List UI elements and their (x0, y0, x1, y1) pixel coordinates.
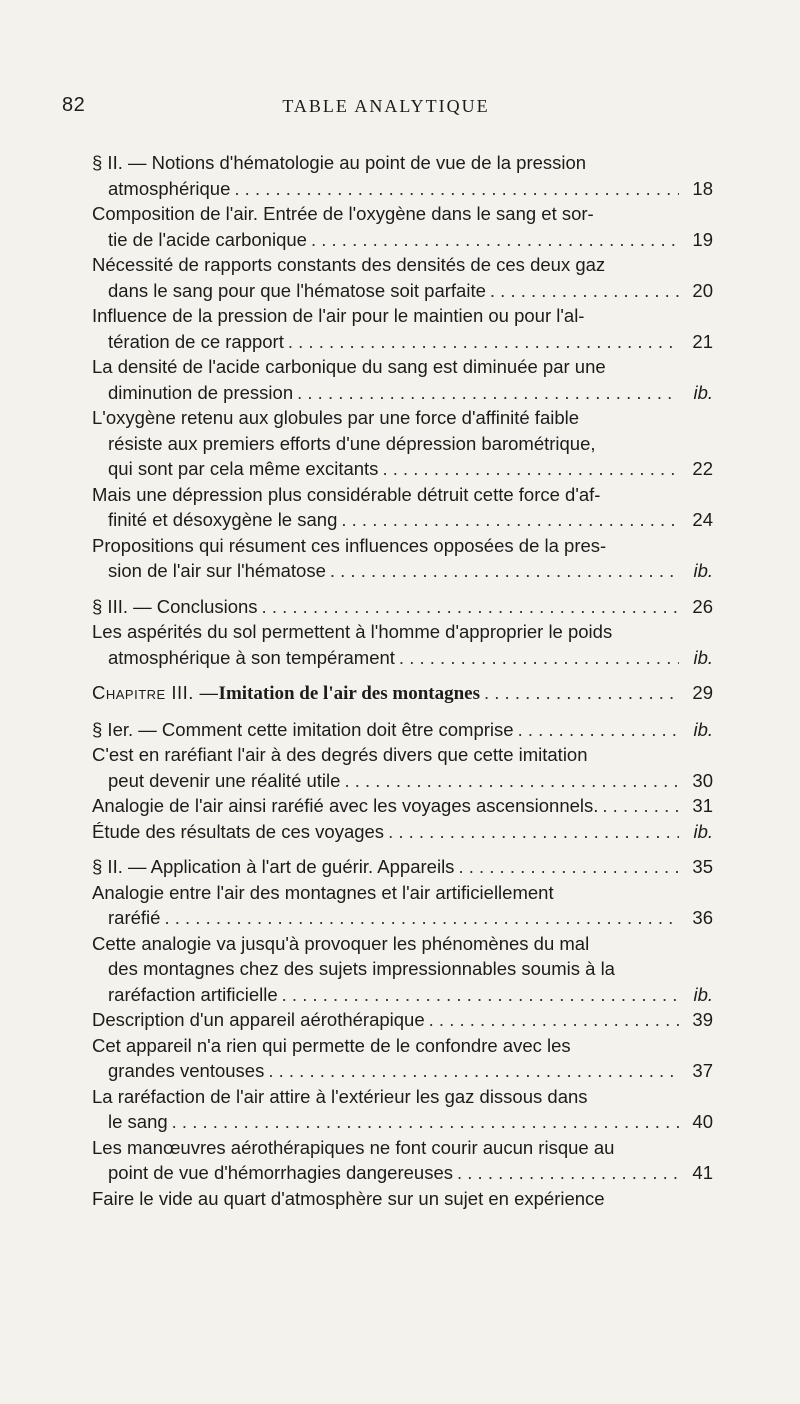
dot-leader (262, 594, 679, 620)
toc-entry (92, 354, 713, 405)
page-ref: 35 (692, 856, 713, 877)
page-ref: 26 (692, 595, 713, 617)
entry-leader-line (92, 278, 713, 304)
page-ref: ib. (693, 983, 713, 1005)
page-ref: 20 (692, 279, 713, 301)
page-ref: 21 (692, 330, 713, 352)
entry-last-line: diminution de pression (108, 381, 294, 403)
entry-last-line: § Ier. — Comment cette imitation doit être comprise (92, 718, 514, 740)
page-ref: 41 (692, 1162, 713, 1183)
toc-entry (92, 793, 713, 819)
toc-entry (92, 405, 713, 482)
entry-leader-line (92, 645, 713, 671)
toc-entry (92, 533, 713, 584)
entry-first-line: Composition de l'air. Entrée de l'oxygène dans le sang et sor- (92, 203, 594, 224)
entry-first-line: La densité de l'acide carbonique du sang est diminuée par une (92, 356, 606, 377)
page-ref: ib. (693, 718, 713, 740)
page-ref: ib. (693, 820, 713, 842)
toc-entry (92, 717, 713, 743)
dot-leader (490, 278, 679, 304)
dot-leader (297, 380, 679, 406)
page-ref: ib. (693, 560, 713, 581)
entry-first-line: Les aspérités du sol permettent à l'homme d'approprier le poids (92, 621, 613, 642)
entry-leader-line (92, 717, 713, 743)
entry-last-line: atmosphérique (108, 177, 231, 199)
entry-leader-line (92, 680, 713, 707)
entry-leader-line (92, 329, 713, 355)
entry-leader-line (92, 793, 713, 819)
page-ref: 39 (692, 1009, 713, 1030)
entry-last-line: point de vue d'hémorrhagies dangereuses (108, 1162, 453, 1183)
entry-leader-line (92, 594, 713, 620)
dot-leader (164, 905, 679, 931)
toc-entry (92, 680, 713, 707)
toc-entry (92, 1084, 713, 1135)
entry-leader-line (92, 380, 713, 406)
dot-leader (602, 793, 679, 819)
entry-last-line: peut devenir une réalité utile (108, 769, 341, 791)
dot-leader (282, 982, 679, 1008)
entry-middle-line: résiste aux premiers efforts d'une dépression barométrique, (108, 432, 596, 454)
toc-entry (92, 1007, 713, 1033)
toc-entry (92, 931, 713, 1008)
toc-entry (92, 201, 713, 252)
entry-last-line: raréfié (108, 907, 161, 928)
entry-leader-line (92, 819, 713, 845)
entry-first-line: Propositions qui résument ces influences opposées de la pres- (92, 534, 607, 556)
entry-leader-line (92, 1109, 713, 1135)
entry-first-line: Influence de la pression de l'air pour le maintien ou pour l'al- (92, 305, 585, 326)
entry-first-line: Mais une dépression plus considérable détruit cette force d'af- (92, 483, 601, 505)
entry-first-line: Analogie entre l'air des montagnes et l'air artificiellement (92, 881, 554, 903)
page-ref: 18 (692, 177, 713, 199)
entry-first-line: Cette analogie va jusqu'à provoquer les phénomènes du mal (92, 932, 590, 954)
dot-leader (399, 645, 679, 671)
page-ref: 37 (692, 1060, 713, 1081)
page-ref: 40 (692, 1111, 713, 1132)
entry-leader-line (92, 905, 713, 931)
dot-leader (172, 1109, 679, 1135)
page-ref: 29 (692, 682, 713, 703)
entry-first-line: La raréfaction de l'air attire à l'extérieur les gaz dissous dans (92, 1085, 588, 1107)
entry-leader-line (92, 854, 713, 880)
dot-leader (268, 1058, 679, 1084)
entry-last-line: qui sont par cela même excitants (108, 458, 379, 479)
toc-entry (92, 594, 713, 620)
entry-first-line: § II. — Notions d'hématologie au point de vue de la pression (92, 152, 587, 173)
entry-last-line: Analogie de l'air ainsi raréfié avec les voyages ascensionnels. (92, 795, 599, 816)
entry-leader-line (92, 982, 713, 1008)
entry-last-line: le sang (108, 1111, 168, 1132)
entry-leader-line (92, 507, 713, 533)
entry-leader-line (92, 768, 713, 794)
page-ref: 30 (692, 769, 713, 791)
entry-leader-line (92, 227, 713, 253)
dot-leader (429, 1007, 679, 1033)
dot-leader (344, 768, 679, 794)
toc-entry (92, 1186, 713, 1212)
entry-leader-line (92, 558, 713, 584)
entry-first-line: Nécessité de rapports constants des densités de ces deux gaz (92, 254, 606, 275)
page-ref: 31 (692, 795, 713, 816)
chapter-label: Chapitre III. — (92, 682, 219, 703)
dot-leader (484, 680, 679, 706)
toc-entry (92, 482, 713, 533)
dot-leader (518, 717, 679, 743)
dot-leader (341, 507, 679, 533)
page-ref: 36 (692, 907, 713, 928)
toc-entry (92, 1033, 713, 1084)
running-head: TABLE ANALYTIQUE (282, 96, 490, 116)
entry-first-line: L'oxygène retenu aux globules par une force d'affinité faible (92, 407, 580, 428)
dot-leader (382, 456, 679, 482)
page-ref: 22 (692, 458, 713, 479)
dot-leader (330, 558, 679, 584)
toc-entry (92, 252, 713, 303)
page-header (62, 94, 710, 118)
entry-last-line: tie de l'acide carbonique (108, 228, 307, 250)
page-ref: ib. (693, 381, 713, 403)
toc-entry (92, 854, 713, 880)
dot-leader (311, 227, 679, 253)
chapter-title: Imitation de l'air des montagnes (218, 683, 480, 704)
page-ref: 19 (692, 228, 713, 250)
page-ref: 24 (692, 509, 713, 530)
dot-leader (288, 329, 679, 355)
dot-leader (388, 819, 679, 845)
toc-entry (92, 742, 713, 793)
entry-last-line: Description d'un appareil aérothérapique (92, 1009, 425, 1030)
entry-leader-line (92, 1007, 713, 1033)
toc-entry (92, 1135, 713, 1186)
entry-last-line: grandes ventouses (108, 1060, 265, 1081)
dot-leader (234, 176, 679, 202)
toc-entry (92, 880, 713, 931)
entry-leader-line (92, 1160, 713, 1186)
entry-last-line: § III. — Conclusions (92, 595, 258, 617)
toc-entry (92, 303, 713, 354)
table-of-contents (92, 140, 713, 1211)
entry-first-line: Les manœuvres aérothérapiques ne font courir aucun risque au (92, 1136, 615, 1158)
entry-last-line: finité et désoxygène le sang (108, 509, 338, 530)
entry-first-line: Cet appareil n'a rien qui permette de le confondre avec les (92, 1034, 571, 1056)
dot-leader (458, 854, 679, 880)
entry-last-line: atmosphérique à son tempérament (108, 646, 395, 668)
dot-leader (457, 1160, 679, 1186)
entry-first-line: C'est en raréfiant l'air à des degrés divers que cette imitation (92, 744, 588, 765)
toc-entry (92, 819, 713, 845)
entry-last-line: sion de l'air sur l'hématose (108, 560, 326, 581)
entry-middle-line: des montagnes chez des sujets impressionnables soumis à la (108, 958, 615, 979)
entry-last-line: Étude des résultats de ces voyages (92, 820, 385, 842)
entry-leader-line (92, 456, 713, 482)
page-number: 82 (62, 94, 86, 116)
page-ref: ib. (693, 646, 713, 668)
entry-first-line: Faire le vide au quart d'atmosphère sur un sujet en expérience (92, 1187, 605, 1209)
toc-entry (92, 619, 713, 670)
entry-last-line: § II. — Application à l'art de guérir. Appareils (92, 856, 455, 877)
entry-last-line: dans le sang pour que l'hématose soit parfaite (108, 279, 486, 301)
toc-entry (92, 150, 713, 201)
entry-last-line: raréfaction artificielle (108, 983, 278, 1005)
entry-leader-line (92, 1058, 713, 1084)
entry-last-line: tération de ce rapport (108, 330, 284, 352)
entry-leader-line (92, 176, 713, 202)
